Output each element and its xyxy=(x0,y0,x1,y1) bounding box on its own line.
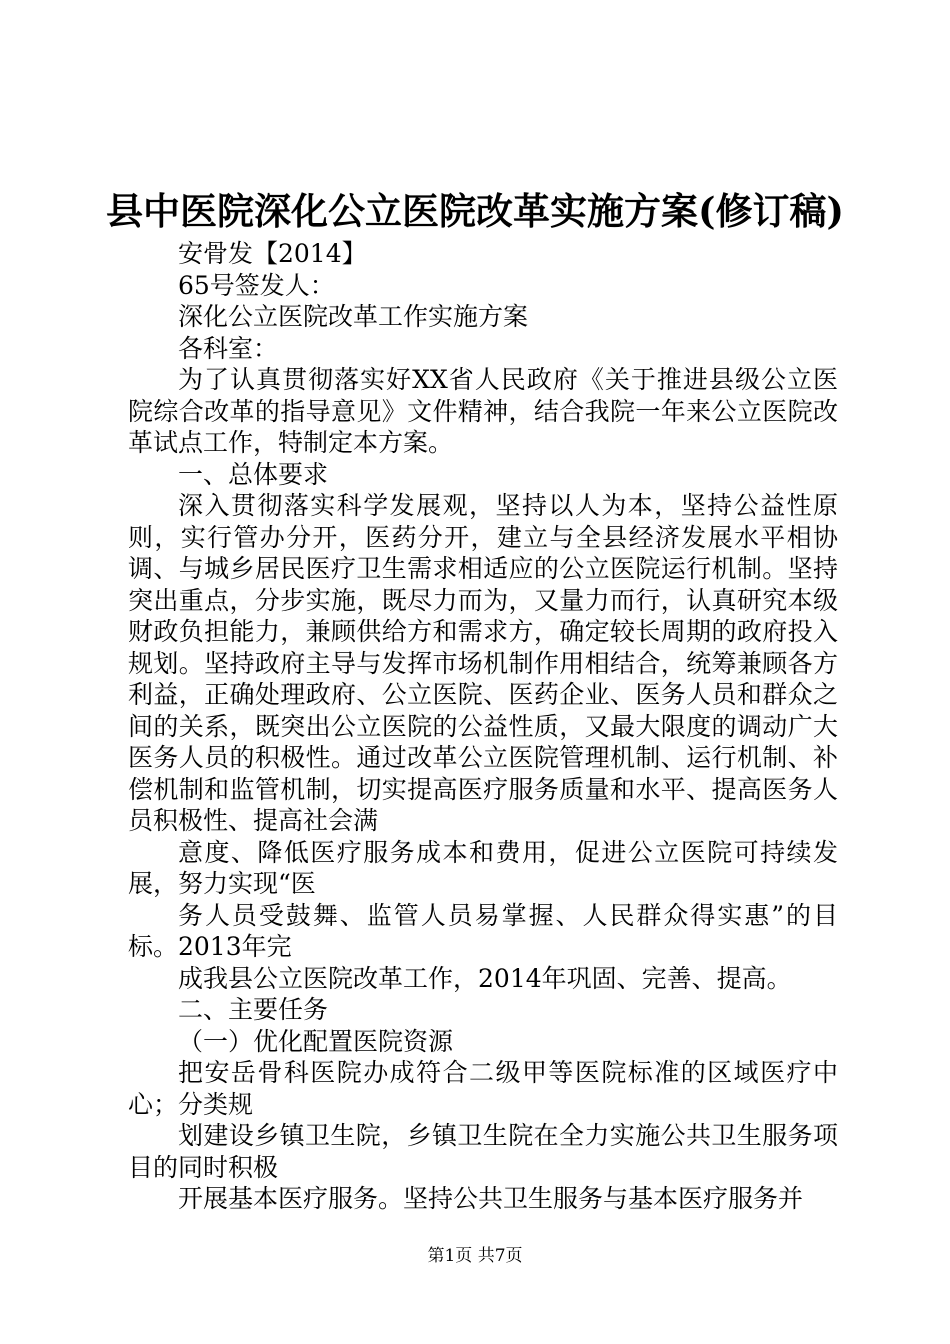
body-paragraph: 划建设乡镇卫生院，乡镇卫生院在全力实施公共卫生服务项目的同时积极 xyxy=(128,1121,838,1182)
body-paragraph: 开展基本医疗服务。坚持公共卫生服务与基本医疗服务并 xyxy=(178,1184,804,1213)
section-heading: 一、总体要求 xyxy=(178,459,329,489)
body-paragraph: 务人员受鼓舞、监管人员易掌握、人民群众得实惠”的目标。2013年完 xyxy=(128,900,838,961)
signer-line: 65号签发人： xyxy=(178,270,335,300)
body-paragraph: 把安岳骨科医院办成符合二级甲等医院标准的区域医疗中心；分类规 xyxy=(128,1058,838,1119)
body-paragraph: 深入贯彻落实科学发展观，坚持以人为本，坚持公益性原则，实行管办分开，医药分开，建立与全县经济发展水平相协调、与城乡居民医疗卫生需求相适应的公立医院运行机制。坚持突出重点，分步实施，既尽力而为，又量力而行，认真研究本级财政负担能力，兼顾供给方和需求方，确定较长周期的政府投入规划。坚持政府主导与发挥市场机制作用相结合，统筹兼顾各方利益，正确处理政府、公立医院、医药企业、医务人员和群众之间的关系，既突出公立医院的公益性质，又最大限度的调动广大医务人员的积极性。通过改革公立医院管理机制、运行机制、补偿机制和监管机制，切实提高医疗服务质量和水平、提高医务人员积极性、提高社会满 xyxy=(128,491,838,835)
document-title: 县中医院深化公立医院改革实施方案(修订稿) xyxy=(105,189,844,233)
document-body xyxy=(128,238,838,1215)
page-indicator: 第1页 共7页 xyxy=(427,1246,523,1266)
addressee: 各科室： xyxy=(178,333,279,363)
document-number: 安骨发【2014】 xyxy=(178,239,367,268)
intro-paragraph: 为了认真贯彻落实好XX省人民政府《关于推进县级公立医院综合改革的指导意见》文件精神，结合我院一年来公立医院改革试点工作，特制定本方案。 xyxy=(128,365,838,457)
section-heading: 二、主要任务 xyxy=(178,995,329,1024)
subsection-heading: （一）优化配置医院资源 xyxy=(178,1026,454,1056)
body-paragraph: 成我县公立医院改革工作，2014年巩固、完善、提高。 xyxy=(178,963,792,993)
document-subtitle: 深化公立医院改革工作实施方案 xyxy=(178,302,529,331)
body-paragraph: 意度、降低医疗服务成本和费用，促进公立医院可持续发展，努力实现“医 xyxy=(128,837,838,898)
